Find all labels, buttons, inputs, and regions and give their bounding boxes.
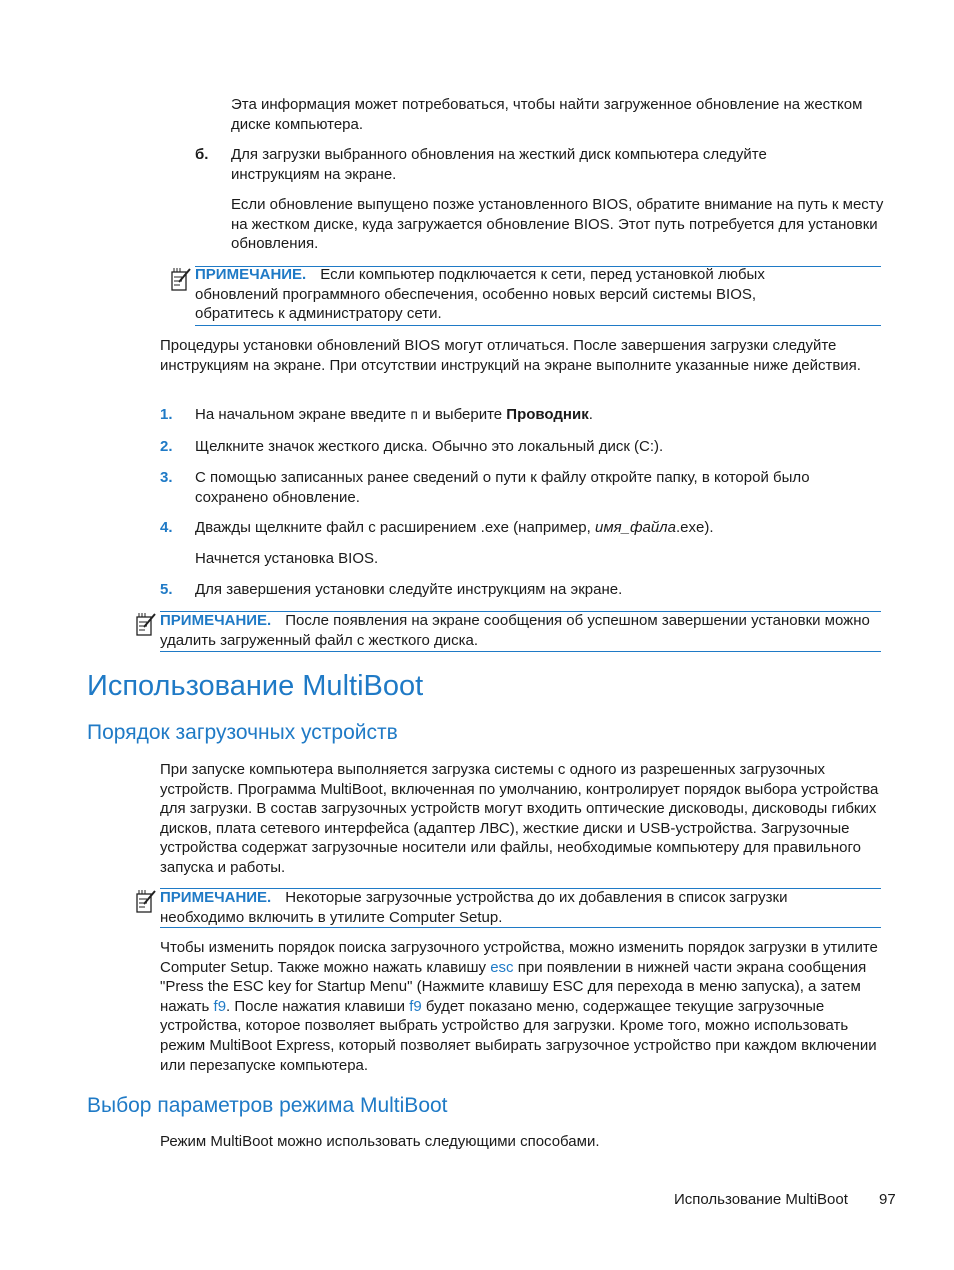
step-number: 1. (160, 406, 173, 423)
change-order-paragraph (160, 938, 885, 1075)
step-text-part: . (588, 406, 593, 423)
step-number: 4. (160, 519, 173, 536)
note-content (195, 265, 825, 324)
note-label: ПРИМЕЧАНИЕ. (160, 612, 272, 629)
filename-placeholder: имя_файла (594, 519, 676, 536)
footer-section: Использование MultiBoot (674, 1191, 848, 1208)
note-text: Если компьютер подключается к сети, перед установкой любых обновлений программного обеспечения, особенно новых версий системы BIOS, обратитесь к администратору сети. (195, 266, 765, 323)
step-number: 3. (160, 469, 173, 486)
note-text: После появления на экране сообщения об успешном завершении установки можно удалить загруженный файл с жесткого диска. (160, 612, 870, 649)
step-text: С помощью записанных ранее сведений о пути к файлу откройте папку, в которой было сохранено обновление. (195, 469, 810, 506)
step-text: Щелкните значок жесткого диска. Обычно это локальный диск (C:). (195, 438, 664, 455)
f9-key: f9 (213, 997, 227, 1015)
subsection-title: Порядок загрузочных устройств (87, 721, 398, 744)
typed-key: п (410, 408, 419, 423)
step-text-part: .exe). (675, 519, 714, 536)
note-content (160, 888, 875, 927)
note-label: ПРИМЕЧАНИЕ. (160, 889, 272, 906)
explorer-label: Проводник (506, 406, 589, 423)
section-title: Использование MultiBoot (87, 670, 424, 702)
intro-paragraph-2: Если обновление выпущено позже установленного BIOS, обратите внимание на путь к месту на жестком диске, куда загружается обновление BIOS. Этот путь потребуется для установки обновления. (231, 196, 884, 253)
note-pencil-icon (170, 266, 192, 292)
f9-key: f9 (409, 997, 422, 1015)
step-text-part: На начальном экране введите (195, 406, 411, 423)
note-label: ПРИМЕЧАНИЕ. (195, 266, 307, 283)
esc-key: esc (490, 958, 514, 976)
note-pencil-icon (135, 611, 157, 637)
step-text-part: Дважды щелкните файл с расширением .exe (например, (195, 519, 595, 536)
intro-paragraph: Эта информация может потребоваться, чтобы найти загруженное обновление на жестком диске компьютера. (231, 96, 863, 133)
paragraph-text: будет показано меню, содержащее текущие загрузочные устройства, которое позволяет выбрать устройство для загрузки. Кроме того, можно использовать режим MultiBoot Express, который позволяет выбирать загрузочное устройство при каждом включении или перезапуске компьютера. (160, 997, 877, 1074)
step-text-part: и выберите (418, 406, 507, 423)
paragraph-text: . После нажатия клавиши (226, 997, 410, 1015)
multiboot-mode-paragraph: Режим MultiBoot можно использовать следующими способами. (160, 1133, 600, 1150)
note-content (160, 611, 875, 650)
note-text: Некоторые загрузочные устройства до их добавления в список загрузки необходимо включить в утилите Computer Setup. (160, 889, 788, 926)
boot-order-paragraph: При запуске компьютера выполняется загрузка системы с одного из разрешенных загрузочных устройств. Программа MultiBoot, включенная по умолчанию, контролирует порядок выбора устройства для загрузки. В состав загрузочных устройств могут входить оптические дисководы, дисководы гибких дисков, плата сетевого интерфейса (адаптер ЛВС), жесткие диски и USB-устройства. Загрузочные устройства содержат загрузочные носители или файлы, необходимые компьютеру для правильного запуска и работы. (160, 761, 879, 876)
step-number: 5. (160, 581, 173, 598)
step-text: Для завершения установки следуйте инструкциям на экране. (195, 581, 623, 598)
subsection-title: Выбор параметров режима MultiBoot (87, 1094, 448, 1117)
procedure-intro: Процедуры установки обновлений BIOS могут отличаться. После завершения загрузки следуйте инструкциям на экране. При отсутствии инструкций на экране выполните указанные ниже действия. (160, 337, 861, 374)
page-number: 97 (879, 1191, 896, 1208)
step-text (195, 405, 885, 426)
paragraph-text: при появлении в нижней части экрана сообщения "Press the ESC key for Startup Menu" (Нажмите клавишу ESC для перехода в меню запуска), а затем нажать (160, 958, 867, 1015)
sub-step-label: б. (195, 146, 209, 163)
sub-step-text: Для загрузки выбранного обновления на жесткий диск компьютера следуйте инструкциям на экране. (231, 146, 767, 183)
step-text (195, 518, 885, 538)
step-number: 2. (160, 438, 173, 455)
step-result: Начнется установка BIOS. (195, 550, 379, 567)
note-pencil-icon (135, 888, 157, 914)
paragraph-text: Чтобы изменить порядок поиска загрузочного устройства, можно изменить порядок загрузки в утилите Computer Setup. Также можно нажать клавишу (160, 939, 878, 976)
